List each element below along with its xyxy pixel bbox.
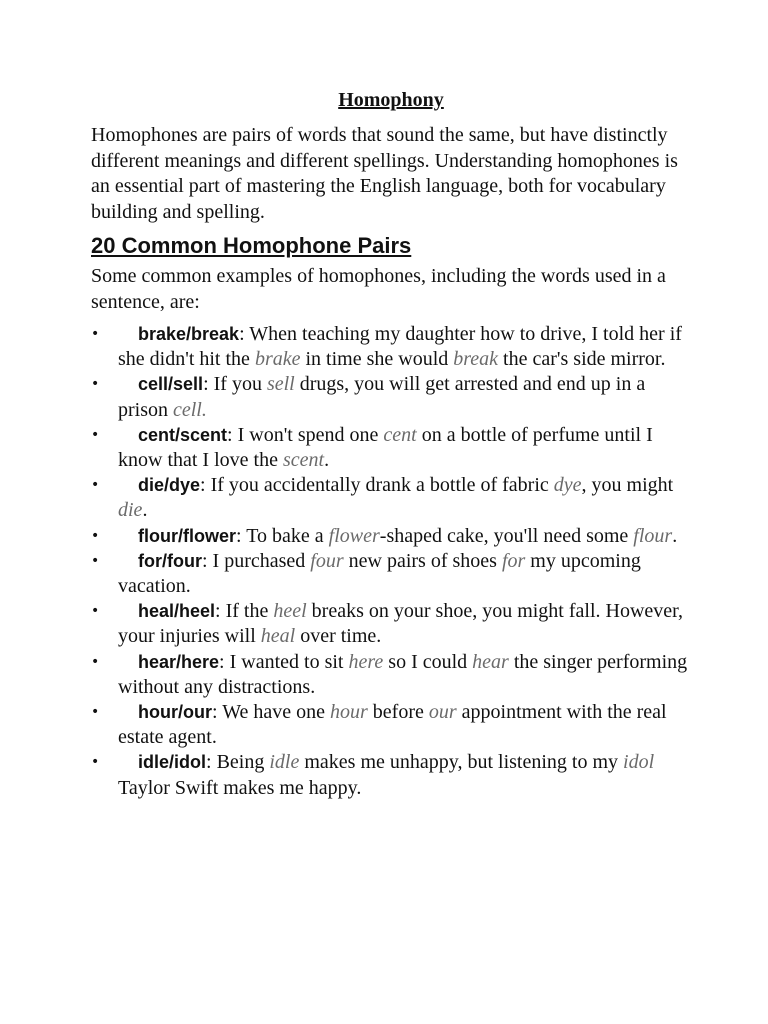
sentence-text: over time. <box>295 625 382 648</box>
homophone-item <box>91 473 691 523</box>
bullet-icon: • <box>91 603 100 620</box>
homophone-pair: for/four <box>138 550 202 571</box>
example-word: heel <box>273 600 307 623</box>
document-title: Homophony <box>338 89 444 111</box>
homophone-list <box>91 322 691 801</box>
sentence-text: drugs, you will get arrested and end up in a prison <box>118 373 646 421</box>
example-word: brake <box>254 348 301 371</box>
sentence-text: : To bake a <box>236 524 329 547</box>
example-word: break <box>453 348 499 371</box>
sentence-text: breaks on your shoe, you might fall. However, your injuries will <box>118 600 684 648</box>
lead-paragraph: Some common examples of homophones, including the words used in a sentence, are: <box>91 265 666 313</box>
homophone-pair: heal/heel <box>138 601 216 622</box>
sentence-text: appointment with the real estate agent. <box>118 701 667 749</box>
homophone-item <box>91 322 691 372</box>
example-word: idol <box>623 751 655 774</box>
bullet-icon: • <box>91 653 100 670</box>
homophone-item <box>91 549 691 599</box>
homophone-item <box>91 650 691 700</box>
sentence-text: my upcoming vacation. <box>118 549 641 598</box>
sentence-text: : Being <box>206 751 270 774</box>
homophone-pair: brake/break <box>138 324 240 344</box>
sentence-text: the car's side mirror. <box>498 348 666 371</box>
sentence-text: makes me unhappy, but listening to my <box>299 751 624 774</box>
example-word: dye <box>553 474 582 497</box>
example-word: four <box>310 549 344 572</box>
sentence-text: the singer performing without any distractions. <box>118 650 688 698</box>
homophone-item <box>91 599 691 649</box>
example-word: heal <box>260 625 296 648</box>
sentence-text: Taylor Swift makes me happy. <box>118 776 362 799</box>
homophone-pair: idle/idol <box>138 752 207 773</box>
sentence-text: : If the <box>215 600 274 623</box>
example-word: idle <box>269 751 300 774</box>
homophone-pair: hour/our <box>138 702 212 723</box>
example-word: our <box>428 701 457 724</box>
sentence-text: -shaped cake, you'll need some <box>379 524 634 547</box>
example-word: scent <box>282 449 325 472</box>
bullet-icon: • <box>91 326 100 342</box>
homophone-item <box>91 372 691 422</box>
sentence-text: on a bottle of perfume until I know that I love the <box>118 423 653 472</box>
example-word: cell. <box>173 398 207 421</box>
sentence-text: : When teaching my daughter how to drive, I told her if she didn't hit the <box>118 323 682 371</box>
bullet-icon: • <box>91 527 100 544</box>
sentence-text: : I purchased <box>201 549 311 572</box>
bullet-icon: • <box>91 754 100 771</box>
homophone-item <box>91 750 691 800</box>
example-word: for <box>501 549 526 572</box>
sentence-text: : If you accidentally drank a bottle of fabric <box>200 474 554 497</box>
example-word: hear <box>472 650 509 673</box>
homophone-item <box>91 423 691 473</box>
homophone-pair: die/dye <box>138 475 201 496</box>
sentence-text: so I could <box>383 650 473 673</box>
sentence-text: . <box>324 449 330 472</box>
homophone-pair: flour/flower <box>138 525 236 546</box>
homophone-item <box>91 700 691 750</box>
document-page <box>91 88 691 801</box>
sentence-text: : We have one <box>212 701 330 724</box>
example-word: die <box>118 499 143 522</box>
example-word: flour <box>633 524 673 547</box>
homophone-pair: cell/sell <box>138 374 204 395</box>
bullet-icon: • <box>91 426 100 443</box>
bullet-icon: • <box>91 704 100 721</box>
example-word: cent <box>383 423 417 446</box>
example-word: here <box>348 650 384 673</box>
sentence-text: . <box>672 524 678 547</box>
sentence-text: in time she would <box>300 348 454 371</box>
example-word: hour <box>329 701 368 724</box>
sentence-text: before <box>367 701 429 724</box>
homophone-item <box>91 524 691 549</box>
sentence-text: : I won't spend one <box>227 423 384 446</box>
sentence-text: . <box>142 499 148 522</box>
section-heading: 20 Common Homophone Pairs <box>91 233 412 258</box>
bullet-icon: • <box>91 552 100 569</box>
example-word: sell <box>266 373 295 396</box>
sentence-text: new pairs of shoes <box>343 549 502 572</box>
bullet-icon: • <box>91 477 100 494</box>
sentence-text: : I wanted to sit <box>219 650 349 673</box>
homophone-pair: hear/here <box>138 651 220 672</box>
sentence-text: : If you <box>203 373 267 396</box>
homophone-pair: cent/scent <box>138 424 228 445</box>
intro-paragraph: Homophones are pairs of words that sound the same, but have distinctly different meanings and different spellings. Understanding homophones is an essential part of mastering the English language, both for vocabulary building and spelling. <box>91 124 678 223</box>
sentence-text: , you might <box>581 474 674 497</box>
bullet-icon: • <box>91 376 100 393</box>
example-word: flower <box>328 524 380 547</box>
